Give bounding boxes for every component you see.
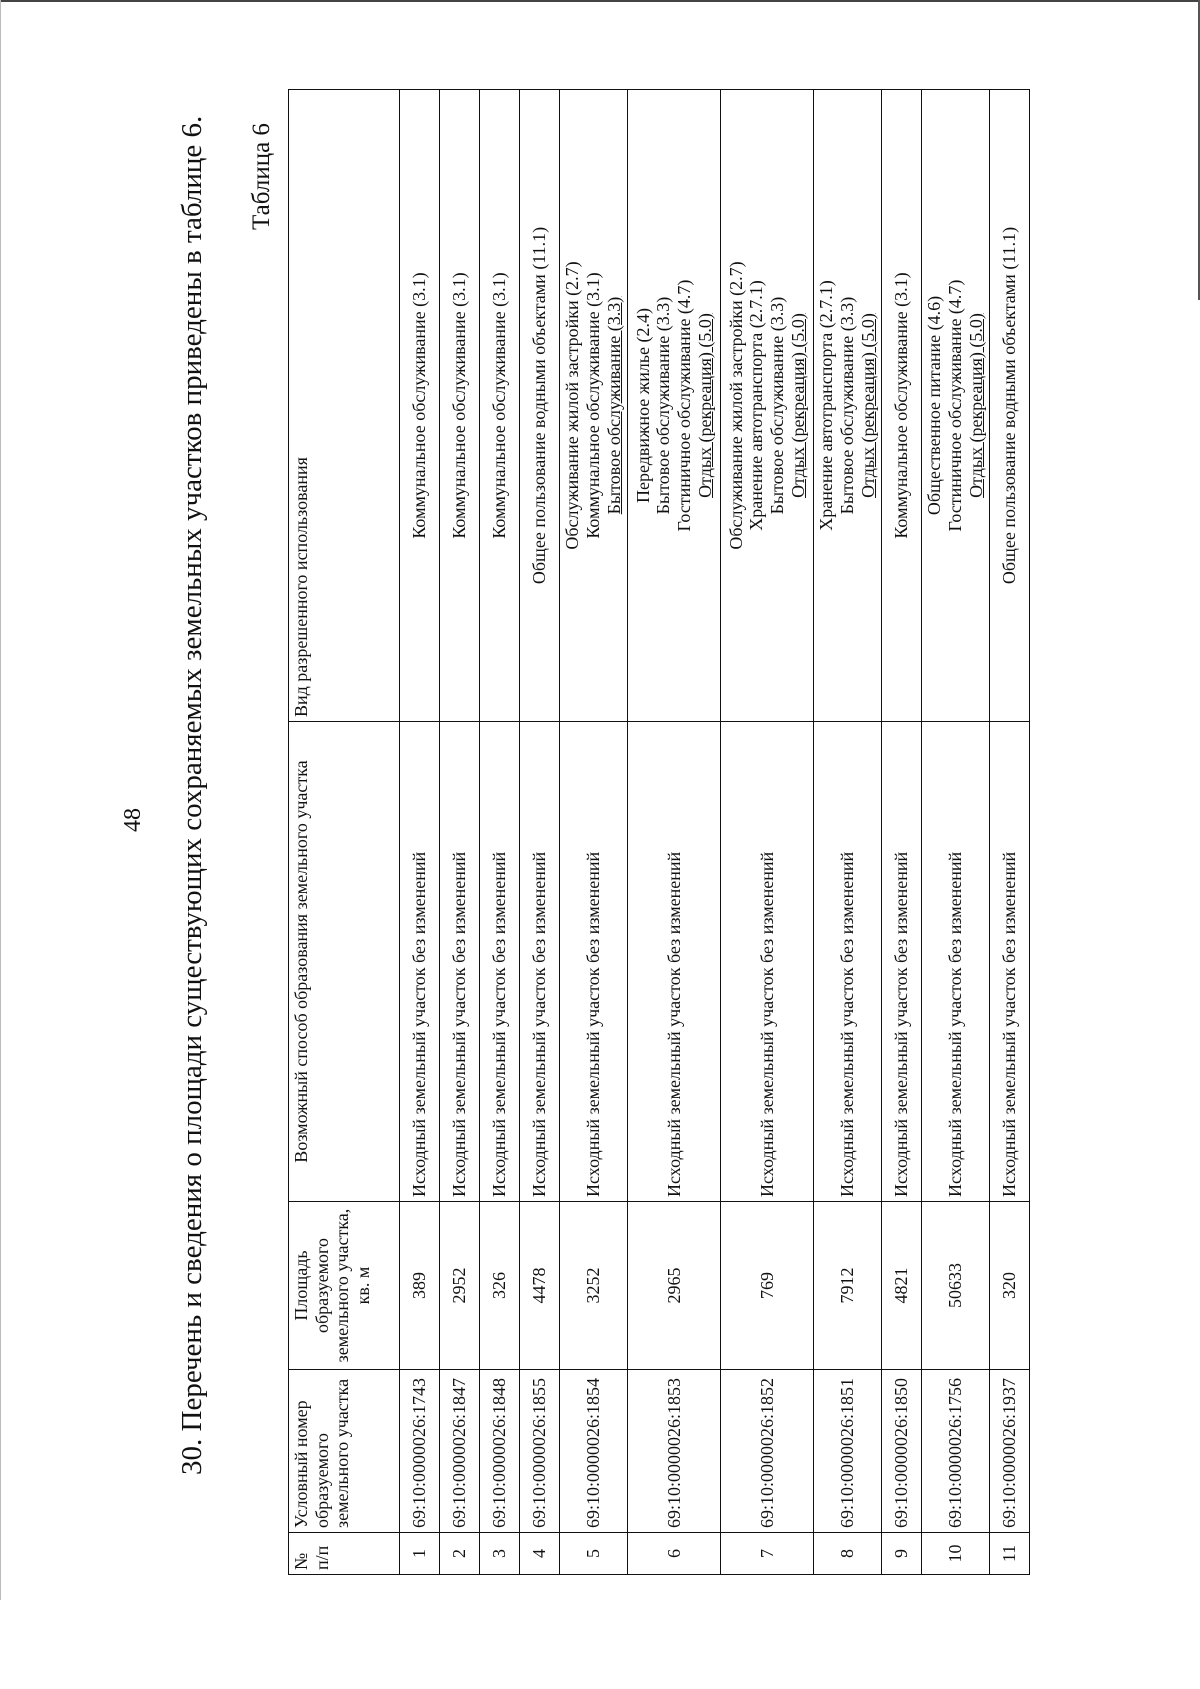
header-num: № п/п bbox=[289, 1533, 400, 1575]
table-row bbox=[721, 90, 814, 1575]
usage-item: Хранение автотранспорта (2.7.1) bbox=[746, 280, 767, 531]
usage-item: Отдых (рекреация) (5.0) bbox=[694, 313, 715, 498]
usage-item: Гостиничное обслуживание (4.7) bbox=[945, 279, 966, 532]
cell-code: 69:10:0000026:1853 bbox=[628, 1370, 721, 1533]
cell-usage bbox=[560, 90, 628, 722]
cell-code: 69:10:0000026:1851 bbox=[814, 1370, 882, 1533]
usage-item: Обслуживание жилой застройки (2.7) bbox=[562, 261, 583, 550]
cell-method: Исходный земельный участок без изменений bbox=[440, 722, 480, 1202]
cell-method: Исходный земельный участок без изменений bbox=[520, 722, 560, 1202]
usage-item: Общее пользование водными объектами (11.1) bbox=[529, 226, 550, 585]
cell-usage bbox=[922, 90, 990, 722]
usage-item: Коммунальное обслуживание (3.1) bbox=[489, 272, 510, 539]
cell-usage bbox=[440, 90, 480, 722]
table-body bbox=[400, 90, 1030, 1575]
cell-usage bbox=[721, 90, 814, 722]
cell-method: Исходный земельный участок без изменений bbox=[990, 722, 1030, 1202]
cell-code: 69:10:0000026:1937 bbox=[990, 1370, 1030, 1533]
parcels-table bbox=[288, 89, 1030, 1575]
usage-item: Гостиничное обслуживание (4.7) bbox=[674, 279, 694, 532]
usage-item: Отдых (рекреация) (5.0) bbox=[857, 313, 878, 498]
table-row bbox=[560, 90, 628, 1575]
cell-num: 9 bbox=[882, 1533, 922, 1575]
cell-area: 326 bbox=[480, 1202, 520, 1370]
usage-item: Обслуживание жилой застройки (2.7) bbox=[725, 261, 746, 550]
table-row bbox=[440, 90, 480, 1575]
table-row bbox=[922, 90, 990, 1575]
cell-code: 69:10:0000026:1847 bbox=[440, 1370, 480, 1533]
usage-item: Отдых (рекреация) (5.0) bbox=[965, 313, 986, 498]
usage-item: Хранение автотранспорта (2.7.1) bbox=[816, 280, 837, 531]
cell-area: 7912 bbox=[814, 1202, 882, 1370]
cell-usage bbox=[400, 90, 440, 722]
cell-method: Исходный земельный участок без изменений bbox=[814, 722, 882, 1202]
usage-item: Общественное питание (4.6) bbox=[924, 295, 945, 516]
cell-code: 69:10:0000026:1743 bbox=[400, 1370, 440, 1533]
header-usage: Вид разрешенного использования bbox=[289, 90, 400, 722]
usage-item: Бытовое обслуживание (3.3) bbox=[603, 296, 624, 515]
cell-code: 69:10:0000026:1855 bbox=[520, 1370, 560, 1533]
cell-area: 320 bbox=[990, 1202, 1030, 1370]
usage-item: Коммунальное обслуживание (3.1) bbox=[409, 272, 430, 539]
cell-num: 7 bbox=[721, 1533, 814, 1575]
table-row bbox=[990, 90, 1030, 1575]
header-area: Площадь образуемого земельного участка, кв. м bbox=[289, 1202, 400, 1370]
table-row bbox=[400, 90, 440, 1575]
table-caption: Таблица 6 bbox=[248, 123, 275, 230]
header-code: Условный номер образуемого земельного участка bbox=[289, 1370, 400, 1533]
usage-item: Бытовое обслуживание (3.3) bbox=[767, 296, 787, 515]
cell-code: 69:10:0000026:1848 bbox=[480, 1370, 520, 1533]
table-row bbox=[882, 90, 922, 1575]
cell-method: Исходный земельный участок без изменений bbox=[400, 722, 440, 1202]
usage-item: Бытовое обслуживание (3.3) bbox=[653, 296, 674, 515]
scan-edge-top bbox=[0, 0, 1200, 2]
cell-area: 4821 bbox=[882, 1202, 922, 1370]
cell-method: Исходный земельный участок без изменений bbox=[922, 722, 990, 1202]
cell-method: Исходный земельный участок без изменений bbox=[480, 722, 520, 1202]
cell-code: 69:10:0000026:1854 bbox=[560, 1370, 628, 1533]
table-row bbox=[814, 90, 882, 1575]
usage-item: Передвижное жилье (2.4) bbox=[632, 307, 653, 504]
usage-item: Бытовое обслуживание (3.3) bbox=[837, 296, 858, 515]
table-row bbox=[628, 90, 721, 1575]
usage-item: Коммунальное обслуживание (3.1) bbox=[449, 272, 470, 539]
cell-num: 1 bbox=[400, 1533, 440, 1575]
cell-usage bbox=[990, 90, 1030, 722]
cell-area: 2952 bbox=[440, 1202, 480, 1370]
document-title: 30. Перечень и сведения о площади существующих сохраняемых земельных участков приведены в таблице 6. bbox=[176, 115, 208, 1475]
cell-method: Исходный земельный участок без изменений bbox=[882, 722, 922, 1202]
usage-item: Коммунальное обслуживание (3.1) bbox=[891, 272, 912, 539]
cell-area: 2965 bbox=[628, 1202, 721, 1370]
cell-usage bbox=[814, 90, 882, 722]
cell-code: 69:10:0000026:1756 bbox=[922, 1370, 990, 1533]
cell-num: 5 bbox=[560, 1533, 628, 1575]
usage-item: Коммунальное обслуживание (3.1) bbox=[583, 272, 604, 539]
cell-usage bbox=[480, 90, 520, 722]
usage-item: Общее пользование водными объектами (11.1) bbox=[999, 226, 1020, 585]
cell-area: 3252 bbox=[560, 1202, 628, 1370]
cell-usage bbox=[882, 90, 922, 722]
page-number: 48 bbox=[120, 808, 146, 832]
cell-num: 10 bbox=[922, 1533, 990, 1575]
cell-code: 69:10:0000026:1852 bbox=[721, 1370, 814, 1533]
cell-num: 11 bbox=[990, 1533, 1030, 1575]
table-header-row bbox=[289, 90, 400, 1575]
cell-area: 769 bbox=[721, 1202, 814, 1370]
cell-usage bbox=[628, 90, 721, 722]
cell-method: Исходный земельный участок без изменений bbox=[560, 722, 628, 1202]
cell-method: Исходный земельный участок без изменений bbox=[628, 722, 721, 1202]
cell-area: 389 bbox=[400, 1202, 440, 1370]
cell-area: 4478 bbox=[520, 1202, 560, 1370]
cell-num: 8 bbox=[814, 1533, 882, 1575]
cell-area: 50633 bbox=[922, 1202, 990, 1370]
header-method: Возможный способ образования земельного участка bbox=[289, 722, 400, 1202]
cell-num: 2 bbox=[440, 1533, 480, 1575]
cell-code: 69:10:0000026:1850 bbox=[882, 1370, 922, 1533]
table-row bbox=[520, 90, 560, 1575]
table-row bbox=[480, 90, 520, 1575]
usage-item: Отдых (рекреация) (5.0) bbox=[787, 313, 808, 498]
cell-usage bbox=[520, 90, 560, 722]
cell-num: 6 bbox=[628, 1533, 721, 1575]
cell-method: Исходный земельный участок без изменений bbox=[721, 722, 814, 1202]
cell-num: 3 bbox=[480, 1533, 520, 1575]
cell-num: 4 bbox=[520, 1533, 560, 1575]
landscape-page bbox=[0, 20, 1200, 1620]
